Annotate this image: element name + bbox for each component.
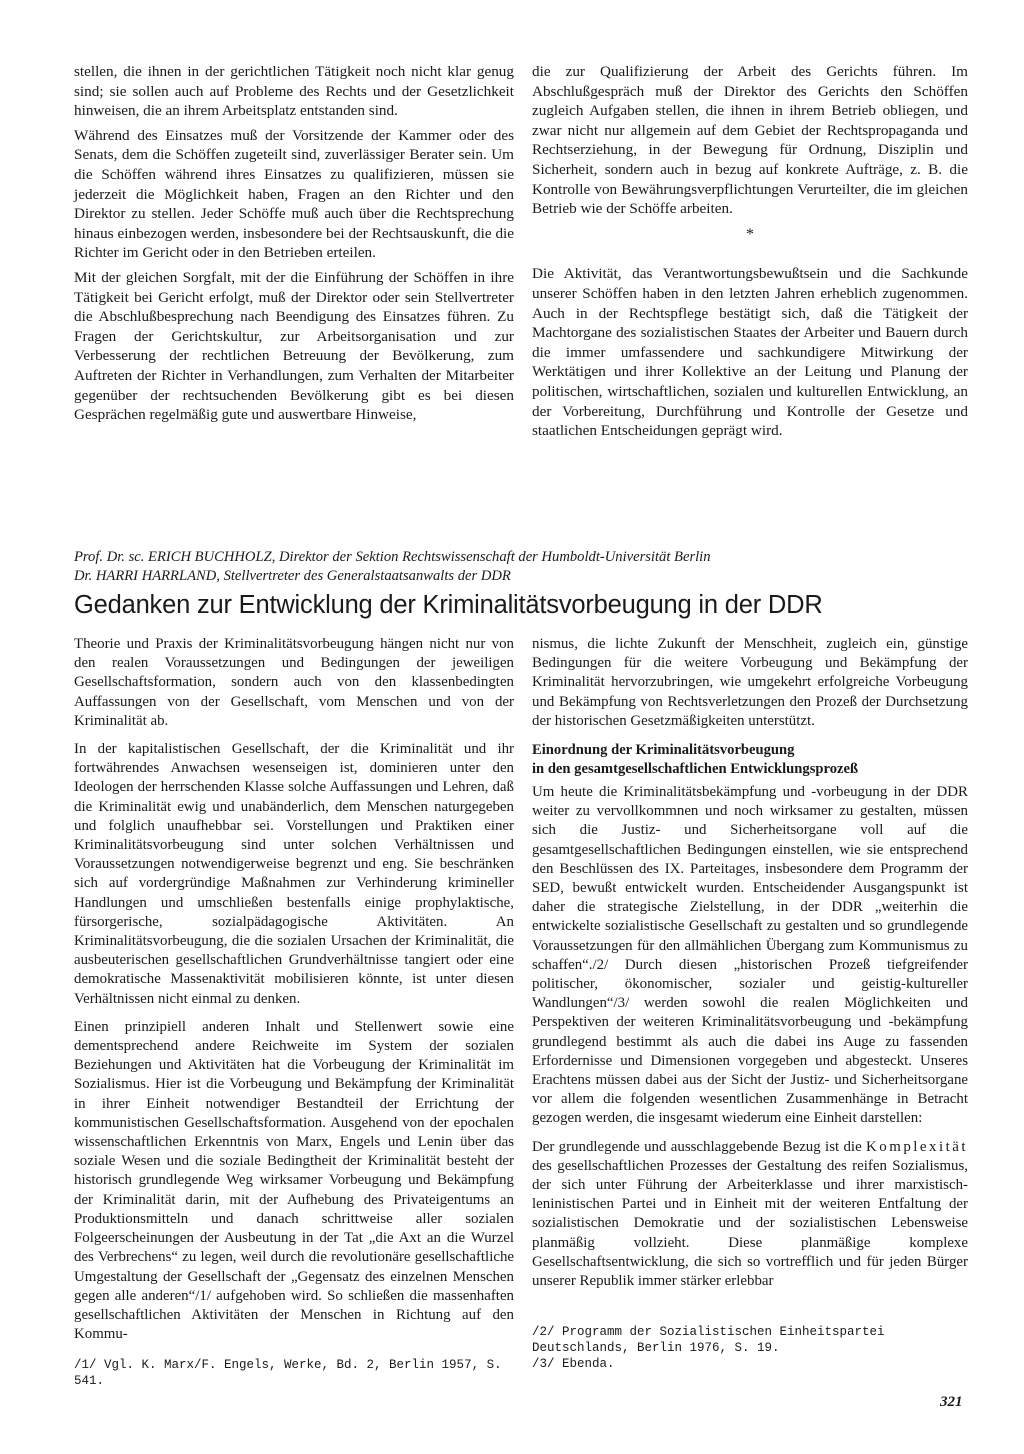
paragraph	[532, 1138, 968, 1292]
article-authors	[74, 548, 968, 586]
column-bottom-right	[532, 635, 968, 1300]
text-run: des gesellschaftlichen Prozesses der Gestaltung des reifen Sozialismus, der sich unter Führung der Arbeiterklasse und ihrer marxistisch-leninistischen Partei und in Einheit mit der weiteren Entfaltung der sozialistischen Demokratie und der sozialistischen Lebensweise planmäßig vollzieht. Diese planmäßige komplexe Gesellschaftsentwicklung, die sich so vortrefflich und für jeden Bürger unserer Republik immer stärker erlebbar	[532, 1157, 968, 1290]
paragraph: die zur Qualifizierung der Arbeit des Gerichts führen. Im Abschlußgespräch muß der Direktor des Gerichts den Schöffen zugleich Aufgaben stellen, die ihnen in ihrem Betrieb obliegen, und zwar nicht nur allgemein auf dem Gebiet der Rechtspropaganda und Rechtserziehung, in der Bewegung für Ordnung, Disziplin und Sicherheit, sondern auch in bezug auf konkrete Aufträge, z. B. die Kontrolle von Bewährungsverpflichtungen Verurteilter, die im gleichen Betrieb wie der Schöffe arbeiten.	[532, 63, 968, 218]
column-top-right	[532, 62, 968, 446]
emphasized-term: Komplexität	[866, 1138, 968, 1155]
paragraph: Während des Einsatzes muß der Vorsitzende der Kammer oder des Senats, dem die Schöffen zugeteilt sind, zuverlässiger Berater sein. Um die Schöffen während ihres Einsatzes zu qualifizieren, müssen sie jederzeit die Möglichkeit haben, Fragen an den Richter und den Direktor zu stellen. Jeder Schöffe muß auch über die Rechtsprechung hinaus einbezogen werden, insbesondere bei der Rechtsauskunft, die die Richter im Gericht oder in den Betrieben erteilen.	[74, 126, 514, 262]
page-number: 321	[940, 1394, 963, 1410]
paragraph: Einen prinzipiell anderen Inhalt und Stellenwert sowie eine dementsprechend andere Reichweite im System der sozialen Beziehungen und Aktivitäten hat die Vorbeugung der Kriminalität im Sozialismus. Hier ist die Vorbeugung und Bekämpfung der Kriminalität in ihrer Einheit notwendiger Bestandteil der Errichtung der kommunistischen Gesellschaftsformation. Ausgehend von der epochalen wissenschaftlichen Erkenntnis von Marx, Engels und Lenin über das soziale Wesen und die soziale Bedingtheit der Kriminalität besteht der historisch grundlegende Weg wirksamer Vorbeugung und Bekämpfung der Kriminalität darin, mit der Aufhebung des Privateigentums an Produktionsmitteln und danach schrittweise aller sozialen Folgeerscheinungen der Ausbeutung in der Tat „die Axt an die Wurzel des Verbrechens“ zu legen, weil durch die revolutionäre gesellschaftliche Umgestaltung der Gesellschaft der „Gegensatz des einzelnen Menschen gegen alle anderen“/1/ aufgehoben wird. So schließen die massenhaften gesellschaftlichen Aktivitäten der Menschen in Richtung auf den Kommu-	[74, 1018, 514, 1343]
section-heading	[532, 741, 968, 779]
author-line: Dr. HARRI HARRLAND, Stellvertreter des Generalstaatsanwalts der DDR	[74, 568, 511, 584]
paragraph: Um heute die Kriminalitätsbekämpfung und -vorbeugung in der DDR weiter zu vervollkommnen und noch wirksamer zu gestalten, müssen sich die Justiz- und Sicherheitsorgane voll auf die gesamtgesellschaftlichen Bedingungen einstellen, wie sie entsprechend den Beschlüssen des IX. Parteitages, insbesondere dem Programm der SED, bewußt entwickelt wurden. Entscheidender Ausgangspunkt ist daher die strategische Zielstellung, in der DDR „weiterhin die entwickelte sozialistische Gesellschaft zu gestalten und so grundlegende Voraussetzungen für den allmählichen Übergang zum Kommunismus zu schaffen“./2/ Durch diesen „historischen Prozeß tiefgreifender politischer, ökonomischer, sozialer und geistig-kultureller Wandlungen“/3/ werden sowohl die realen Möglichkeiten und Perspektiven der weiteren Kriminalitätsvorbeugung und -bekämpfung grundlegend bestimmt als auch die dabei ins Auge zu fassenden Erfordernisse und Dimensionen vorgegeben und abgesteckt. Unseres Erachtens müssen dabei aus der Sicht der Justiz- und Sicherheitsorgane vor allem die folgenden wesentlichen Zusammenhänge in Betracht gezogen werden, die insgesamt wiederum eine Einheit darstellen:	[532, 784, 968, 1127]
section-separator: *	[746, 225, 754, 243]
article-title: Gedanken zur Entwicklung der Kriminalitätsvorbeugung in der DDR	[74, 591, 823, 619]
section-heading-line: in den gesamtgesellschaftlichen Entwicklungsprozeß	[532, 761, 859, 778]
footnote: /3/ Ebenda.	[532, 1357, 615, 1371]
paragraph: Die Aktivität, das Verantwortungsbewußtsein und die Sachkunde unserer Schöffen haben in den letzten Jahren erheblich zugenommen. Auch in der Rechtspflege bestätigt sich, daß die Tätigkeit der Machtorgane des sozialistischen Staates der Arbeiter und Bauern durch die immer umfassendere und sachkundigere Mitwirkung der Werktätigen und ihrer Kollektive an der Leitung und Planung der politischen, wirtschaftlichen, sozialen und kulturellen Entwicklung, an der Vorbereitung, Durchführung und Kontrolle der Gesetze und staatlichen Entscheidungen geprägt wird.	[532, 265, 968, 440]
footnote: /2/ Programm der Sozialistischen Einheitspartei Deutschlands, Berlin 1976, S. 19.	[532, 1325, 885, 1355]
paragraph: stellen, die ihnen in der gerichtlichen Tätigkeit noch nicht klar genug sind; sie sollen auch auf Probleme des Rechts und der Gesetzlichkeit hinweisen, die an ihrem Arbeitsplatz entstanden sind.	[74, 63, 514, 120]
paragraph: nismus, die lichte Zukunft der Menschheit, zugleich ein, günstige Bedingungen für die weitere Vorbeugung und Bekämpfung der Kriminalität hervorzubringen, wie umgekehrt erfolgreiche Vorbeugung und Bekämpfung von Rechtsverletzungen den Prozeß der Durchsetzung der historischen Gesetzmäßigkeiten unterstützt.	[532, 636, 968, 729]
author-line: Prof. Dr. sc. ERICH BUCHHOLZ, Direktor der Sektion Rechtswissenschaft der Humboldt-Universität Berlin	[74, 549, 711, 565]
section-heading-line: Einordnung der Kriminalitätsvorbeugung	[532, 742, 795, 759]
paragraph: Mit der gleichen Sorgfalt, mit der die Einführung der Schöffen in ihre Tätigkeit bei Gericht erfolgt, muß der Direktor oder sein Stellvertreter die Abschlußbesprechung nach Beendigung des Einsatzes führen. Zu Fragen der Gerichtskultur, zur Arbeitsorganisation und zur Verbesserung der rechtlichen Betreuung der Bevölkerung, zum Auftreten der Richter in Verhandlungen, zum Verhalten der Mitarbeiter gegenüber der rechtsuchenden Bevölkerung gibt es bei diesen Gesprächen regelmäßig gute und auswertbare Hinweise,	[74, 268, 514, 424]
column-bottom-left	[74, 635, 514, 1353]
footnote: /1/ Vgl. K. Marx/F. Engels, Werke, Bd. 2, Berlin 1957, S. 541.	[74, 1358, 502, 1388]
footnote-right	[532, 1324, 968, 1372]
paragraph: In der kapitalistischen Gesellschaft, der die Kriminalität und ihr fortwährendes Anwachsen wesenseigen ist, dominieren unter den Ideologen der herrschenden Klasse solche Auffassungen und Lehren, daß die Kriminalität ewig und unabänderlich, dem Menschen naturgegeben und folglich unaufhebbar sei. Vorstellungen und Praktiken einer Kriminalitätsvorbeugung sind unter solchen Verhältnissen und Voraussetzungen notwendigerweise begrenzt und eng. Sie beschränken sich auf vordergründige Maßnahmen zur Verhinderung krimineller Handlungen und umschließen bestenfalls einige prophylaktische, fürsorgerische, sozialpädagogische Aktivitäten. An Kriminalitätsvorbeugung, die die sozialen Ursachen der Kriminalität, die ausbeuterischen gesellschaftlichen Grundverhältnisse tangiert oder eine demokratische Massenaktivität mobilisieren könnte, ist unter diesen Verhältnissen nicht einmal zu denken.	[74, 741, 514, 1007]
footnote-left	[74, 1357, 514, 1389]
column-top-left	[74, 62, 514, 430]
text-run: Der grundlegende und ausschlaggebende Bezug ist die	[532, 1138, 867, 1155]
paragraph: Theorie und Praxis der Kriminalitätsvorbeugung hängen nicht nur von den realen Voraussetzungen und Bedingungen der jeweiligen Gesellschaftsformation, sondern auch von den klassenbedingten Auffassungen von der Gesellschaft, vom Menschen und von der Kriminalität ab.	[74, 636, 514, 729]
